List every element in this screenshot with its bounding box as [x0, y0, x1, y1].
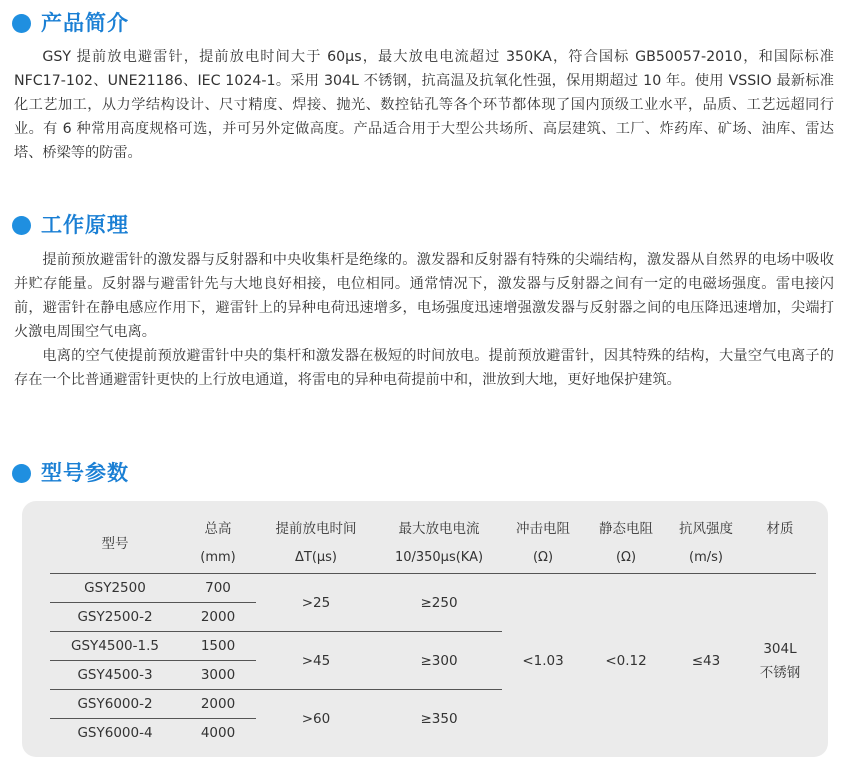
cell-max-current: ≥300	[376, 632, 502, 690]
cell-height: 3000	[180, 661, 256, 690]
section-intro-heading	[12, 11, 129, 35]
cell-static-resistance: <0.12	[584, 574, 668, 748]
section-principle-heading	[12, 213, 129, 237]
header-static-resistance: 静态电阻	[599, 520, 653, 537]
unit-height: (mm)	[200, 550, 236, 565]
spec-table	[50, 511, 816, 747]
section-params-heading	[12, 461, 129, 485]
material-line-2: 不锈钢	[759, 664, 801, 681]
intro-paragraph: GSY 提前放电避雷针，提前放电时间大于 60μs，最大放电电流超过 350KA，符合国标 GB50057-2010，和国际标准 NFC17-102、UNE21186、IEC 1024-1。采用 304L 不锈钢，抗高温及抗氧化性强，保用期超过 10 年。使用 VSSIO 最新标准化工艺加工，从力学结构设计、尺寸精度、焊接、抛光、数控钻孔等各个环节都体现了国内顶级工业水平，品质、工艺远超同行业。有 6 种常用高度规格可选，并可另外定做高度。产品适合用于大型公共场所、高层建筑、工厂、炸药库、矿场、油库、雷达塔、桥梁等的防雷。	[14, 49, 834, 161]
section-title: 工作原理	[41, 213, 129, 237]
table-row	[50, 574, 816, 603]
cell-material	[744, 574, 816, 748]
cell-height: 700	[180, 574, 256, 603]
cell-model: GSY2500	[50, 574, 180, 603]
cell-height: 1500	[180, 632, 256, 661]
cell-model: GSY4500-1.5	[50, 632, 180, 661]
principle-text	[14, 248, 834, 392]
header-height: 总高	[204, 520, 232, 537]
header-discharge-time: 提前放电时间	[275, 520, 357, 537]
cell-max-current: ≥350	[376, 690, 502, 748]
header-model: 型号	[101, 536, 129, 552]
unit-max-current: 10/350μs(KA)	[394, 550, 484, 565]
unit-material-empty	[744, 542, 816, 574]
principle-paragraph: 电离的空气使提前预放避雷针中央的集杆和激发器在极短的时间放电。提前预放避雷针，因其特殊的结构，大量空气电离子的存在一个比普通避雷针更快的上行放电通道，将雷电的异种电荷提前中和，泄放到大地，更好地保护建筑。	[14, 348, 834, 388]
bullet-dot-icon	[12, 464, 31, 483]
cell-model: GSY6000-4	[50, 719, 180, 748]
principle-paragraph: 提前预放避雷针的激发器与反射器和中央收集杆是绝缘的。激发器和反射器有特殊的尖端结构，激发器从自然界的电场中吸收并贮存能量。反射器与避雷针先与大地良好相接，电位相同。通常情况下，激发器与反射器之间有一定的电磁场强度。雷电接闪前，避雷针在静电感应作用下，避雷针上的异种电荷迅速增多，电场强度迅速增强激发器与反射器之间的电压降迅速增加，尖端打火激电周围空气电离。	[14, 252, 834, 340]
cell-model: GSY6000-2	[50, 690, 180, 719]
unit-wind-strength: (m/s)	[689, 550, 723, 565]
cell-discharge-time: >60	[256, 690, 376, 748]
cell-discharge-time: >45	[256, 632, 376, 690]
cell-model: GSY4500-3	[50, 661, 180, 690]
unit-impulse-resistance: (Ω)	[532, 550, 554, 565]
unit-discharge-time: ΔT(μs)	[294, 550, 338, 565]
unit-static-resistance: (Ω)	[615, 550, 637, 565]
cell-wind-strength: ≤43	[668, 574, 744, 748]
cell-height: 2000	[180, 603, 256, 632]
cell-model: GSY2500-2	[50, 603, 180, 632]
cell-discharge-time: >25	[256, 574, 376, 632]
bullet-dot-icon	[12, 216, 31, 235]
cell-max-current: ≥250	[376, 574, 502, 632]
bullet-dot-icon	[12, 14, 31, 33]
material-line-1: 304L	[763, 640, 797, 657]
spec-table-panel	[22, 501, 828, 757]
intro-text	[14, 45, 834, 165]
header-max-current: 最大放电电流	[398, 520, 480, 537]
cell-height: 2000	[180, 690, 256, 719]
header-wind-strength: 抗风强度	[679, 520, 733, 537]
section-title: 产品简介	[41, 11, 129, 35]
section-title: 型号参数	[41, 461, 129, 485]
header-material: 材质	[766, 520, 794, 537]
cell-height: 4000	[180, 719, 256, 748]
header-impulse-resistance: 冲击电阻	[516, 520, 570, 537]
cell-impulse-resistance: <1.03	[502, 574, 584, 748]
